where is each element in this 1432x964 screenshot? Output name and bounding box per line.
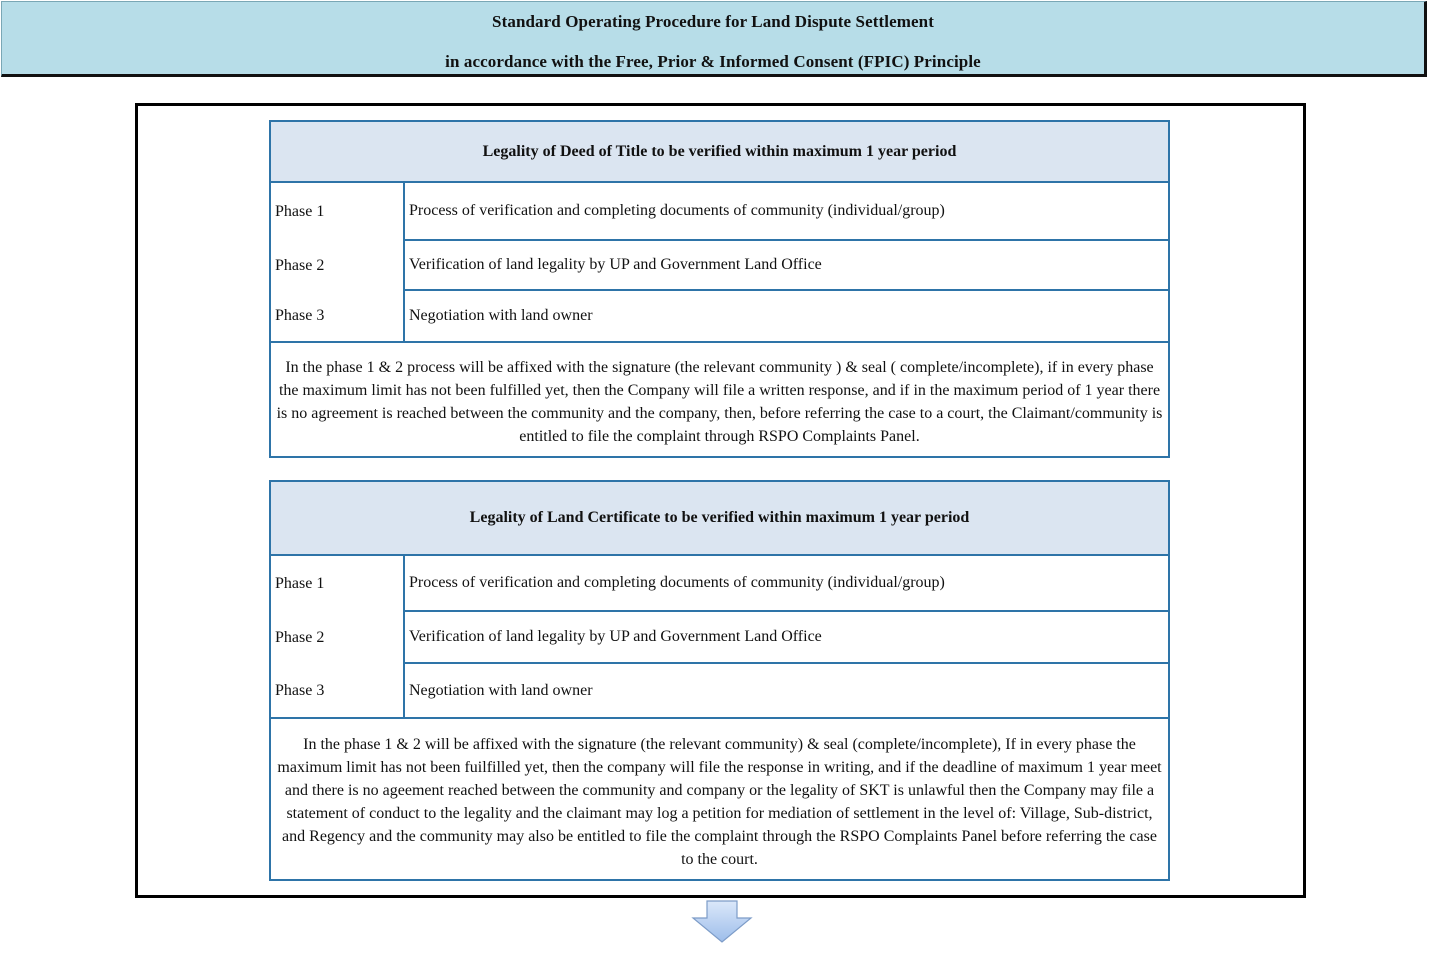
section-note: In the phase 1 & 2 will be affixed with the signature (the relevant community) & seal (complete/incomplete), If in every phase the maximum limit has not been fuilfilled yet, then the company will file the response in writing, and if the deadline of maximum 1 year meet and there is no ageement reached between the community and company or the legality of SKT is unlawful then the Company may file a statement of conduct to the legality and the claimant may log a petition for mediation of settlement in the level of: Village, Sub-district, and Regency and the community may also be entitled to file the complaint through the RSPO Complaints Panel before referring the case to the court. xyxy=(277,736,1162,868)
down-arrow-icon xyxy=(691,900,753,944)
phase-3-description: Negotiation with land owner xyxy=(409,681,593,699)
phase-1-label: Phase 1 xyxy=(275,575,325,592)
phase-labels-column xyxy=(271,556,405,717)
header-title-line-1: Standard Operating Procedure for Land Dispute Settlement xyxy=(492,12,934,31)
land-certificate-table xyxy=(269,480,1170,881)
phase-3-label: Phase 3 xyxy=(275,307,325,324)
phase-1-label: Phase 1 xyxy=(275,203,325,220)
phase-3-label: Phase 3 xyxy=(275,681,325,699)
section-note: In the phase 1 & 2 process will be affixed with the signature (the relevant community ) & seal ( complete/incomplete), if in every phase the maximum limit has not been fulfilled yet, then the Company will file a written response, and if in the maximum period of 1 year there is no agreement is reached between the community and the company, then, before referring the case to a court, the Claimant/community is entitled to file the complaint through RSPO Complaints Panel. xyxy=(276,359,1163,445)
phase-2-description: Verification of land legality by UP and Government Land Office xyxy=(405,241,1168,291)
phase-2-description: Verification of land legality by UP and Government Land Office xyxy=(405,612,1168,664)
phase-labels-column xyxy=(271,183,405,341)
section-title: Legality of Deed of Title to be verified within maximum 1 year period xyxy=(271,122,1168,183)
phase-1-description: Process of verification and completing documents of community (individual/group) xyxy=(405,556,1168,612)
deed-of-title-table xyxy=(269,120,1170,458)
phase-2-label: Phase 2 xyxy=(275,629,325,646)
phase-1-description: Process of verification and completing documents of community (individual/group) xyxy=(405,183,1168,241)
section-title: Legality of Land Certificate to be verified within maximum 1 year period xyxy=(271,482,1168,556)
phase-2-label: Phase 2 xyxy=(275,257,325,274)
phase-block xyxy=(271,183,1168,343)
phase-descriptions-column xyxy=(405,556,1168,717)
phase-3-description: Negotiation with land owner xyxy=(409,307,593,324)
phase-descriptions-column xyxy=(405,183,1168,341)
header-banner xyxy=(1,1,1427,77)
phase-block xyxy=(271,556,1168,719)
header-title-line-2: in accordance with the Free, Prior & Informed Consent (FPIC) Principle xyxy=(445,52,981,71)
